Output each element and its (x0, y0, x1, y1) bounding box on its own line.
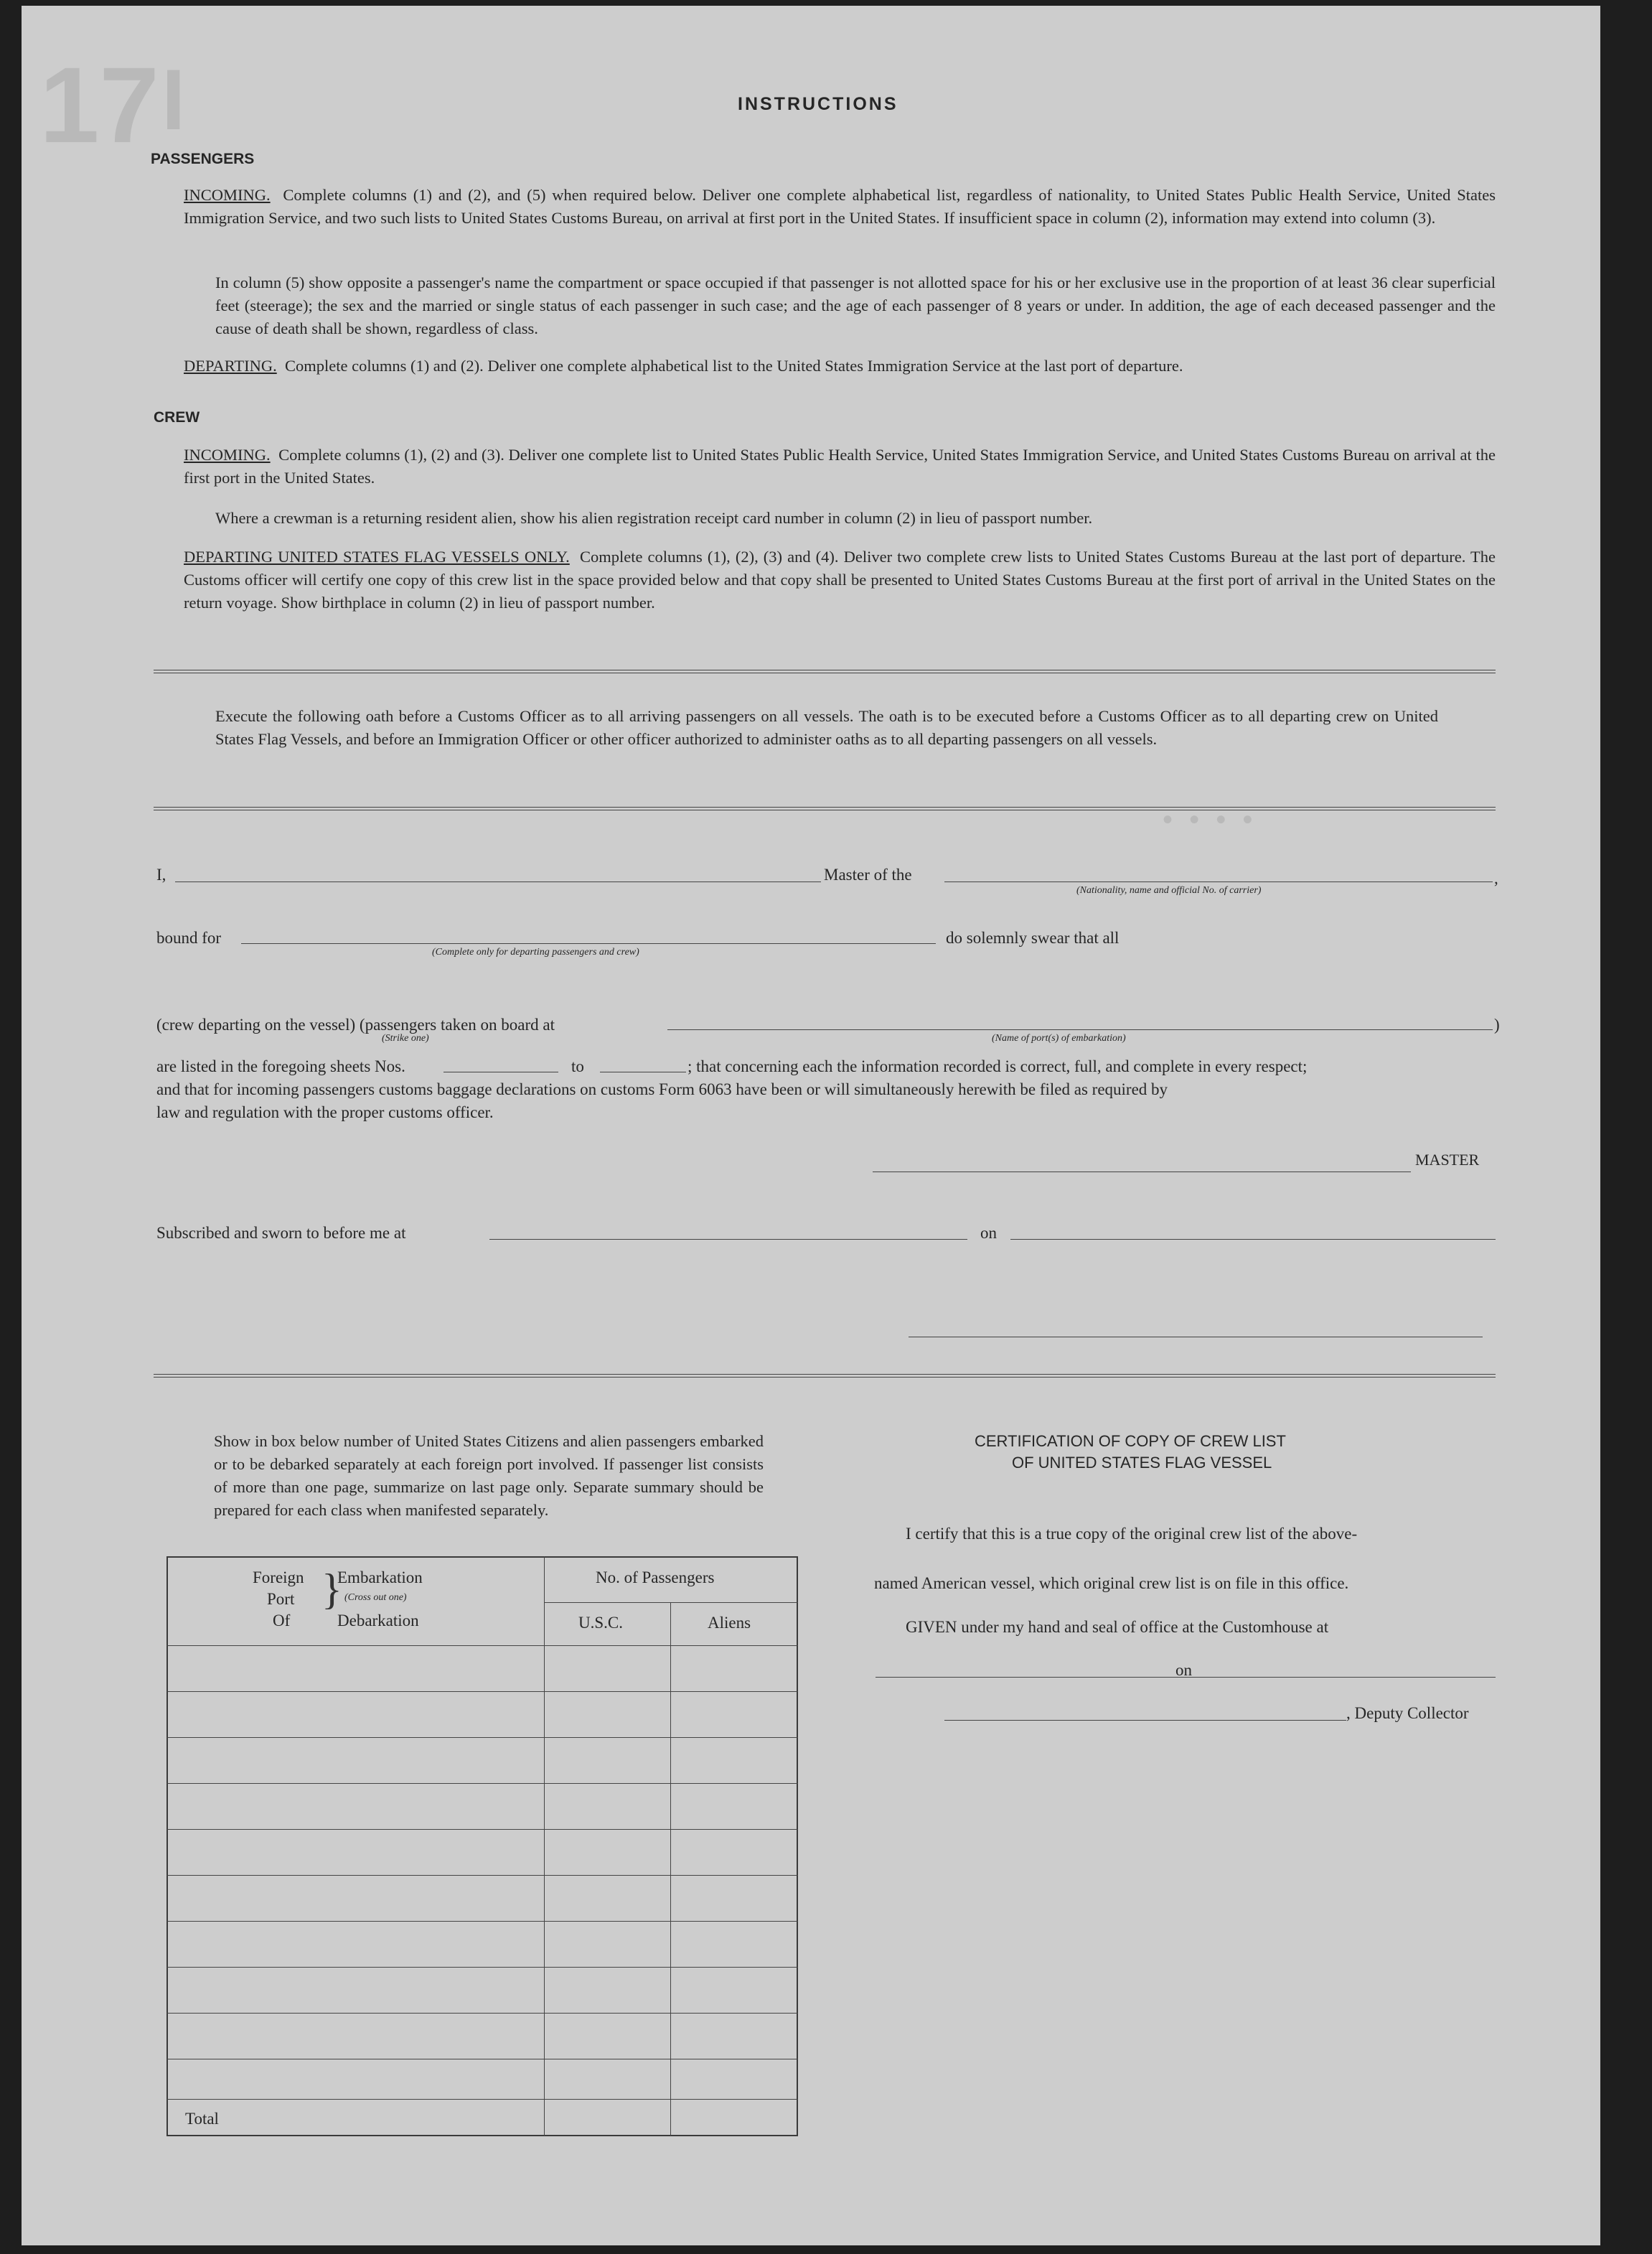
given-text: GIVEN under my hand and seal of office at the Customhouse at (906, 1618, 1329, 1636)
col-embarkation: Embarkation (337, 1568, 423, 1586)
passengers-heading: PASSENGERS (151, 151, 255, 167)
passengers-column5-paragraph: In column (5) show opposite a passenger's name the compartment or space occupied if that passenger is not allotted space for his or her exclusive use in the proportion of at least 36 clear superficial feet (steerage); the sex and the married or single status of each passenger in such case; and the age of each passenger of 8 years or under. In addition, the age of each deceased passenger and the cause of death shall be shown, regardless of class. (215, 273, 1496, 337)
bound-for-line[interactable] (241, 943, 936, 944)
section-divider (154, 670, 1496, 673)
section-divider (154, 807, 1496, 810)
carrier-note: (Nationality, name and official No. of carrier) (1076, 885, 1262, 896)
section-divider (154, 1374, 1496, 1378)
passengers-departing-label: DEPARTING. (184, 357, 277, 375)
summary-table-row-rule (166, 1737, 798, 1738)
oath-line-2: and that for incoming passengers customs baggage declarations on customs Form 6063 have been or will simultaneously herewith be filed as required by (156, 1080, 1168, 1098)
summary-table-rule (544, 1602, 798, 1603)
certification-title-1: CERTIFICATION OF COPY OF CREW LIST (975, 1432, 1286, 1450)
passengers-incoming-text: Complete columns (1) and (2), and (5) when required below. Deliver one complete alphabetical list, regardless of nationality, to United States Public Health Service, United States Immigration Service, and two such lists to United States Customs Bureau, on arrival at first port in the United States. If insufficient space in column (2), information may extend into column (3). (184, 186, 1496, 227)
crew-departing-label: DEPARTING UNITED STATES FLAG VESSELS ONLY. (184, 548, 570, 566)
master-label: MASTER (1415, 1151, 1480, 1169)
summary-instructions: Show in box below number of United States Citizens and alien passengers embarked or to be debarked separately at each foreign port involved. If passenger list consists of more than one page, summarize on last page only. Separate summary should be prepared for each class when manifested separately. (214, 1432, 764, 1519)
subscribed-place-line[interactable] (489, 1239, 967, 1240)
certification-date-line[interactable] (1203, 1677, 1496, 1678)
oath-i-label: I, (156, 866, 166, 884)
bound-for-note: (Complete only for departing passengers and crew) (432, 947, 639, 958)
embarkation-ports-line[interactable] (667, 1029, 1493, 1030)
col-debarkation: Debarkation (337, 1612, 419, 1629)
summary-table-row-rule (166, 1967, 798, 1968)
crew-passengers-text: (crew departing on the vessel) (passengers taken on board at (156, 1016, 555, 1034)
col-no-passengers: No. of Passengers (596, 1568, 715, 1586)
crew-incoming-label: INCOMING. (184, 446, 271, 464)
bleed-through-mark: I (161, 52, 186, 148)
master-of-the-label: Master of the (824, 866, 912, 884)
sheets-to-label: to (571, 1057, 584, 1075)
swear-text: do solemnly swear that all (946, 929, 1120, 947)
brace-glyph: } (322, 1566, 342, 1613)
col-cross-out: (Cross out one) (344, 1592, 407, 1603)
crew-departing-text: Complete columns (1), (2), (3) and (4). Deliver two complete crew lists to United States Customs Bureau at the last port of departure. The Customs officer will certify one copy of this crew list in the space provided below and that copy shall be presented to United States Customs Bureau at the first port of arrival in the United States on the return voyage. Show birthplace in column (2) in lieu of passport number. (184, 548, 1496, 612)
subscribed-on-label: on (980, 1224, 997, 1242)
close-paren: ) (1494, 1016, 1500, 1034)
summary-table-col-rule (544, 1556, 545, 2136)
subscribed-text: Subscribed and sworn to before me at (156, 1224, 406, 1242)
summary-total-label: Total (185, 2110, 219, 2128)
oath-line-3: law and regulation with the proper customs officer. (156, 1103, 494, 1121)
summary-table-row-rule (166, 1875, 798, 1876)
summary-table-row-rule (166, 1691, 798, 1692)
passengers-departing-paragraph (184, 355, 1496, 378)
bleed-through-mark: • • • • (1163, 804, 1257, 836)
certification-on-label: on (1175, 1661, 1192, 1679)
crew-alien-paragraph: Where a crewman is a returning resident alien, show his alien registration receipt card number in column (2) in lieu of passport number. (215, 509, 1093, 527)
summary-table-total-rule (166, 2099, 798, 2100)
strike-one-note: (Strike one) (382, 1033, 429, 1044)
crew-departing-paragraph (184, 546, 1496, 614)
listed-rest-text: ; that concerning each the information recorded is correct, full, and complete in every respect; (687, 1057, 1308, 1075)
deputy-collector-signature-line[interactable] (944, 1720, 1346, 1721)
col-of: Of (273, 1612, 291, 1629)
certify-line-1: I certify that this is a true copy of the original crew list of the above- (906, 1525, 1358, 1543)
crew-heading: CREW (154, 409, 200, 426)
summary-table-header-rule (166, 1645, 798, 1646)
oath-instructions: Execute the following oath before a Customs Officer as to all arriving passengers on all vessels. The oath is to be executed before a Customs Officer as to all departing crew on United States Flag Vessels, and before an Immigration Officer or other officer authorized to administer oaths as to all departing passengers on all vessels. (215, 707, 1438, 748)
subscribed-date-line[interactable] (1010, 1239, 1496, 1240)
summary-table-row-rule (166, 2013, 798, 2014)
bound-for-label: bound for (156, 929, 222, 947)
instructions-title: INSTRUCTIONS (738, 94, 898, 114)
ports-note: (Name of port(s) of embarkation) (992, 1033, 1126, 1044)
customhouse-place-line[interactable] (876, 1677, 1206, 1678)
crew-incoming-text: Complete columns (1), (2) and (3). Deliver one complete list to United States Public Health Service, United States Immigration Service, and United States Customs Bureau on arrival at the first port in the United States. (184, 446, 1496, 487)
col-foreign: Foreign (253, 1568, 304, 1586)
passengers-incoming-label: INCOMING. (184, 186, 271, 204)
deputy-collector-label: , Deputy Collector (1346, 1704, 1469, 1722)
bleed-through-mark: 17 (39, 45, 159, 165)
passengers-incoming-paragraph (184, 184, 1496, 230)
crew-incoming-paragraph (184, 444, 1496, 490)
summary-table-row-rule (166, 1783, 798, 1784)
certify-line-2: named American vessel, which original crew list is on file in this office. (874, 1574, 1349, 1592)
col-port: Port (267, 1590, 295, 1608)
listed-in-text: are listed in the foregoing sheets Nos. (156, 1057, 405, 1075)
col-usc: U.S.C. (578, 1614, 623, 1632)
summary-table-row-rule (166, 1829, 798, 1830)
certification-title-2: OF UNITED STATES FLAG VESSEL (1012, 1454, 1272, 1472)
summary-table-col-rule (670, 1602, 671, 2136)
oath-comma: , (1494, 869, 1498, 887)
summary-table (166, 1556, 798, 2136)
summary-table-row-rule (166, 1921, 798, 1922)
col-aliens: Aliens (708, 1614, 751, 1632)
passengers-departing-text: Complete columns (1) and (2). Deliver one complete alphabetical list to the United States Immigration Service at the last port of departure. (284, 357, 1183, 375)
